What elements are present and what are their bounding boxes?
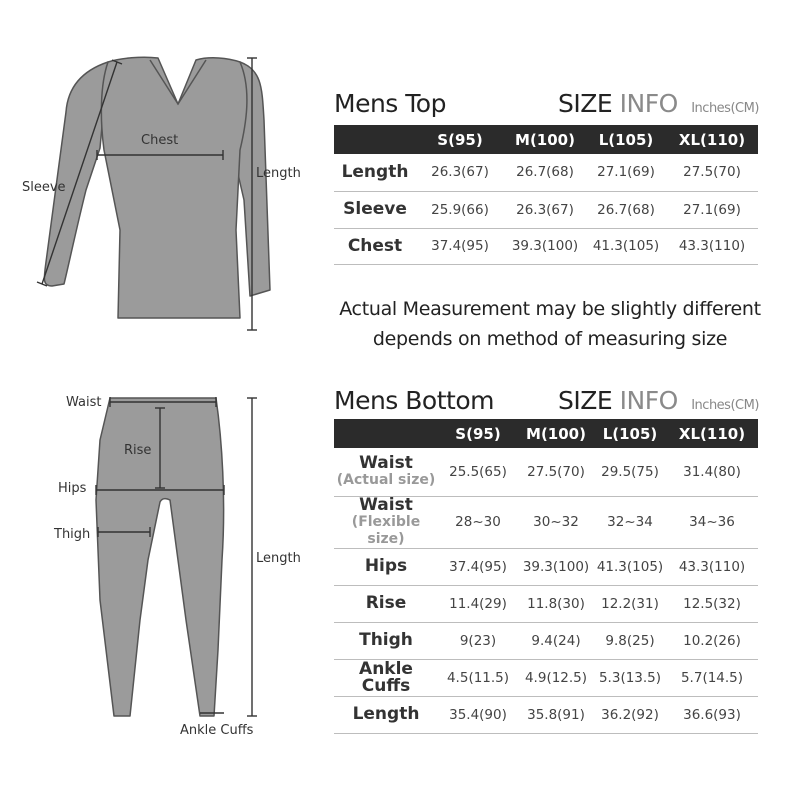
header-size-xl: XL(110): [666, 419, 758, 448]
note-line-2: depends on method of measuring size: [372, 328, 728, 350]
table-cell: 4.9(12.5): [518, 659, 594, 696]
table-cell: 35.4(90): [438, 696, 518, 733]
table-cell: 11.4(29): [438, 585, 518, 622]
table-row: [334, 659, 758, 696]
note-line-1: Actual Measurement may be slightly different: [339, 298, 761, 320]
rise-label: Rise: [124, 443, 152, 458]
table-cell: 30~32: [518, 496, 594, 548]
ankle-cuffs-label: Ankle Cuffs: [180, 723, 254, 738]
top-header-row: [334, 125, 758, 154]
header-size-s: S(95): [438, 419, 518, 448]
top-size-table: [334, 125, 758, 265]
row-label: Ankle Cuffs: [334, 659, 438, 696]
table-row: [334, 585, 758, 622]
row-label: Waist (Actual size): [334, 448, 438, 496]
table-cell: 26.7(68): [504, 154, 586, 191]
row-label: Chest: [334, 228, 416, 264]
table-cell: 10.2(26): [666, 622, 758, 659]
table-cell: 27.1(69): [586, 154, 666, 191]
table-cell: 12.5(32): [666, 585, 758, 622]
table-cell: 27.5(70): [518, 448, 594, 496]
row-label: Rise: [334, 585, 438, 622]
bottom-garment-illustration: [0, 0, 330, 800]
table-cell: 26.3(67): [504, 191, 586, 228]
header-size-xl: XL(110): [666, 125, 758, 154]
thigh-label: Thigh: [54, 527, 91, 542]
table-cell: 26.7(68): [586, 191, 666, 228]
header-size-s: S(95): [416, 125, 504, 154]
table-cell: 39.3(100): [518, 548, 594, 585]
table-cell: 9(23): [438, 622, 518, 659]
header-blank: [334, 419, 438, 448]
table-cell: 27.1(69): [666, 191, 758, 228]
row-label: Length: [334, 154, 416, 191]
row-label: Hips: [334, 548, 438, 585]
table-cell: 32~34: [594, 496, 666, 548]
header-size-m: M(100): [518, 419, 594, 448]
table-cell: 43.3(110): [666, 548, 758, 585]
bottom-unit-label: Inches(CM): [691, 398, 759, 413]
header-size-l: L(105): [586, 125, 666, 154]
mens-bottom-title: Mens Bottom: [334, 386, 494, 415]
table-cell: 9.8(25): [594, 622, 666, 659]
header-blank: [334, 125, 416, 154]
chest-label: Chest: [141, 133, 179, 148]
table-cell: 34~36: [666, 496, 758, 548]
table-row: [334, 548, 758, 585]
table-cell: 29.5(75): [594, 448, 666, 496]
table-cell: 43.3(110): [666, 228, 758, 264]
bottom-size-table: [334, 419, 758, 734]
hips-label: Hips: [58, 481, 87, 496]
table-cell: 37.4(95): [416, 228, 504, 264]
table-cell: 41.3(105): [594, 548, 666, 585]
header-size-m: M(100): [504, 125, 586, 154]
table-cell: 36.2(92): [594, 696, 666, 733]
table-cell: 5.3(13.5): [594, 659, 666, 696]
table-row: [334, 622, 758, 659]
row-label: Sleeve: [334, 191, 416, 228]
table-row: [334, 228, 758, 264]
row-label: Waist (Flexible size): [334, 496, 438, 548]
table-cell: 41.3(105): [586, 228, 666, 264]
table-cell: 5.7(14.5): [666, 659, 758, 696]
table-cell: 25.9(66): [416, 191, 504, 228]
table-row: [334, 448, 758, 496]
waist-label: Waist: [66, 395, 102, 410]
table-cell: 11.8(30): [518, 585, 594, 622]
sleeve-label: Sleeve: [22, 180, 66, 195]
table-cell: 28~30: [438, 496, 518, 548]
table-cell: 35.8(91): [518, 696, 594, 733]
table-cell: 36.6(93): [666, 696, 758, 733]
bottom-size-info-heading: SIZE INFO Inches(CM): [558, 386, 759, 415]
top-unit-label: Inches(CM): [691, 101, 759, 116]
row-label: Thigh: [334, 622, 438, 659]
table-cell: 37.4(95): [438, 548, 518, 585]
table-row: [334, 191, 758, 228]
bottom-length-label: Length: [256, 551, 301, 566]
table-row: [334, 696, 758, 733]
table-cell: 9.4(24): [518, 622, 594, 659]
bottom-header-row: [334, 419, 758, 448]
table-cell: 26.3(67): [416, 154, 504, 191]
table-row: [334, 154, 758, 191]
table-cell: 25.5(65): [438, 448, 518, 496]
header-size-l: L(105): [594, 419, 666, 448]
top-length-label: Length: [256, 166, 301, 181]
measurement-note: [335, 294, 765, 354]
row-label: Length: [334, 696, 438, 733]
table-cell: 39.3(100): [504, 228, 586, 264]
table-cell: 27.5(70): [666, 154, 758, 191]
table-cell: 12.2(31): [594, 585, 666, 622]
table-row: [334, 496, 758, 548]
table-cell: 31.4(80): [666, 448, 758, 496]
table-cell: 4.5(11.5): [438, 659, 518, 696]
mens-top-title: Mens Top: [334, 89, 446, 118]
top-size-info-heading: SIZE INFO Inches(CM): [558, 89, 759, 118]
